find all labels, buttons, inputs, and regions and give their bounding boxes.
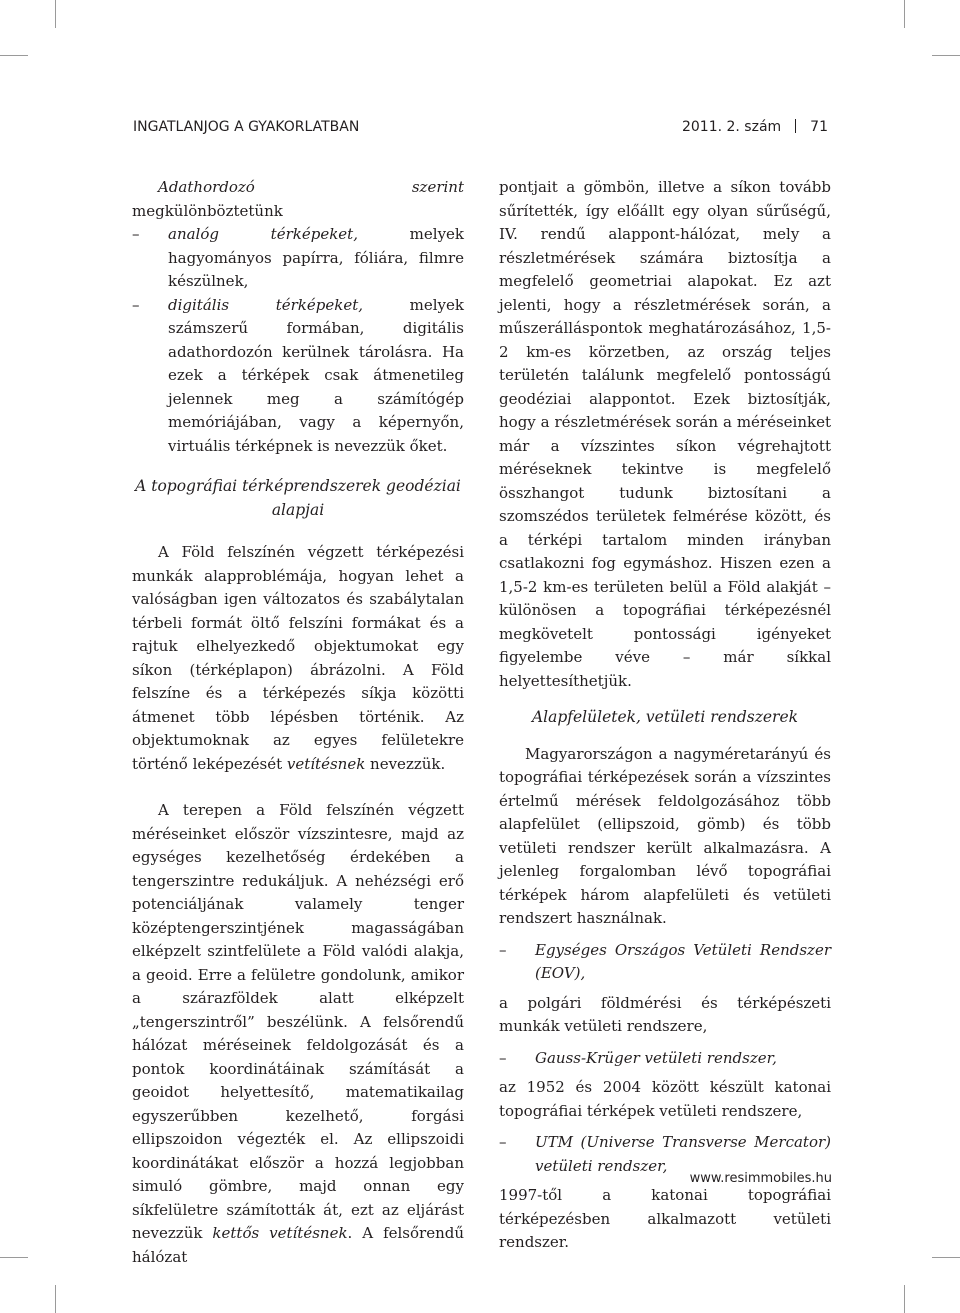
intro-paragraph	[132, 176, 464, 223]
crop-mark	[55, 1285, 56, 1313]
body-paragraph: Magyarországon a nagyméretarányú és topográfiai térképezések során a vízszintes értelmű mérések feldolgozásához több alapfelület (ellipszoid, gömb) és több vetületi rendszer került alkalmazásra. A jelenleg forgalomban lévő topográfiai térképek három alapfelületi és vetületi rendszert használnak.	[499, 744, 831, 927]
page-number: 71	[810, 119, 828, 135]
system-name	[499, 939, 831, 986]
dash-bullet: –	[499, 1133, 507, 1151]
list-item	[132, 223, 464, 294]
crop-mark	[932, 1257, 960, 1258]
publication-title: INGATLANJOG A GYAKORLATBAN	[133, 119, 360, 135]
list-item-term: digitális térképeket,	[168, 295, 363, 314]
body-paragraph	[132, 541, 464, 776]
list-item-text: melyek számszerű formában, digitális adathordozón kerülnek tárolásra. Ha ezek a térképek csak átmenetileg jelennek meg a számítógép memóriájában, vagy a képernyőn, virtuális térképnek is nevezzük őket.	[168, 295, 464, 455]
intro-text: megkülönböztetünk	[132, 201, 283, 220]
intro-emphasis: Adathordozó szerint	[158, 178, 464, 196]
system-name-text: Egységes Országos Vetületi Rendszer (EOV),	[535, 940, 831, 982]
issue-and-page	[682, 119, 828, 135]
crop-mark	[0, 55, 28, 56]
crop-mark	[55, 0, 56, 28]
crop-mark	[932, 55, 960, 56]
crop-mark	[904, 0, 905, 28]
dash-bullet: –	[499, 940, 507, 959]
term-emphasis: kettős vetítésnek	[212, 1224, 348, 1242]
dash-bullet: –	[132, 225, 140, 243]
system-name-text: UTM (Universe Transverse Mercator) vetületi rendszer,	[535, 1133, 831, 1175]
dash-bullet: –	[499, 1048, 507, 1067]
list-item-term: analóg térképeket,	[168, 225, 358, 243]
section-heading: A topográfiai térképrendszerek geodéziai alapjai	[135, 477, 461, 519]
paragraph-text: nevezzük.	[365, 754, 446, 773]
crop-mark	[0, 1257, 28, 1258]
running-header	[133, 119, 828, 141]
header-separator	[795, 119, 796, 133]
paragraph-text: A Föld felszínén végzett térképezési munkák alapproblémája, hogyan lehet a valóságban igen változatos és szabálytalan térbeli formát öltő felszíni formákat és a rajtuk elhelyezkedő objektumokat egy síkon (térképlapon) ábrázolni. A Föld felszíne és a térképezés síkja közötti átmenet több lépésben történik. Az objektumoknak az egyes felületekre történő leképezését	[132, 543, 464, 773]
body-paragraph: pontjait a gömbön, illetve a síkon tovább sűrítették, így előállt egy olyan sűrűségű, IV. rendű alappont-hálózat, mely a részletmérések számára biztosítja a megfelelő geometriai alapokat. Ez azt jelenti, hogy a részletmérések során, a műszerálláspontok meghatározásához, 1,5-2 km-es körzetben, az ország teljes területén találunk megfelelő pontosságú geodéziai alappontot. Ezek biztosítják, hogy a részletmérések során a méréseinket már a vízszintes síkon végrehajtott méréseknek tekintve is megfelelő összhangot tudunk biztosítani a szomszédos területek felmérése között, és a térképi tartalom minden irányban csatlakozni fog egymáshoz. Hiszen ezen a 1,5-2 km-es területen belül a Föld alakját – különösen a topográfiai térképezésnél megkövetelt pontossági igényeket figyelembe véve – már síkkal helyettesíthetjük.	[499, 178, 831, 690]
section-heading: Alapfelületek, vetületi rendszerek	[531, 708, 799, 726]
system-description: 1997-től a katonai topográfiai térképezésben alkalmazott vetületi rendszer.	[499, 1186, 831, 1251]
right-column	[499, 176, 831, 1255]
crop-mark	[904, 1285, 905, 1313]
issue-label: 2011. 2. szám	[681, 119, 782, 135]
list-item	[132, 294, 464, 459]
list-item-text: melyek hagyományos papírra, fóliára, filmre készülnek,	[168, 225, 465, 290]
system-description: a polgári földmérési és térképészeti munkák vetületi rendszere,	[499, 993, 831, 1035]
left-column	[132, 176, 464, 1269]
dash-bullet: –	[132, 295, 140, 314]
body-paragraph	[132, 799, 464, 1269]
system-name	[499, 1047, 831, 1071]
paragraph-text: . A felsőrendű hálózat	[132, 1224, 464, 1266]
footer-url: www.resimmobiles.hu	[689, 1171, 832, 1186]
system-description: az 1952 és 2004 között készült katonai topográfiai térképek vetületi rendszere,	[499, 1078, 831, 1120]
paragraph-text: A terepen a Föld felszínén végzett méréseinket először vízszintesre, majd az egységes kezelhetőség érdekében a tengerszintre redukáljuk. A nehézségi erő potenciáljának valamely tenger középtengerszintjének magasságában elképzelt szintfelülete a Föld valódi alakja, a geoid. Erre a felületre gondolunk, amikor a szárazföldek alatt elképzelt „tengerszintről” beszélünk. A felsőrendű hálózat méréseinek feldolgozását és a pontok koordinátáinak számítását a geoidot helyettesítő, matematikailag egyszerűbben kezelhető, forgási ellipszoidon végezték el. Az ellipszoidi koordinátákat először a hozzá legjobban simuló gömbre, majd onnan egy síkfelületre számították át, ezt az eljárást nevezzük	[132, 801, 464, 1242]
term-emphasis: vetítésnek	[286, 754, 366, 773]
system-name-text: Gauss-Krüger vetületi rendszer,	[535, 1048, 777, 1067]
